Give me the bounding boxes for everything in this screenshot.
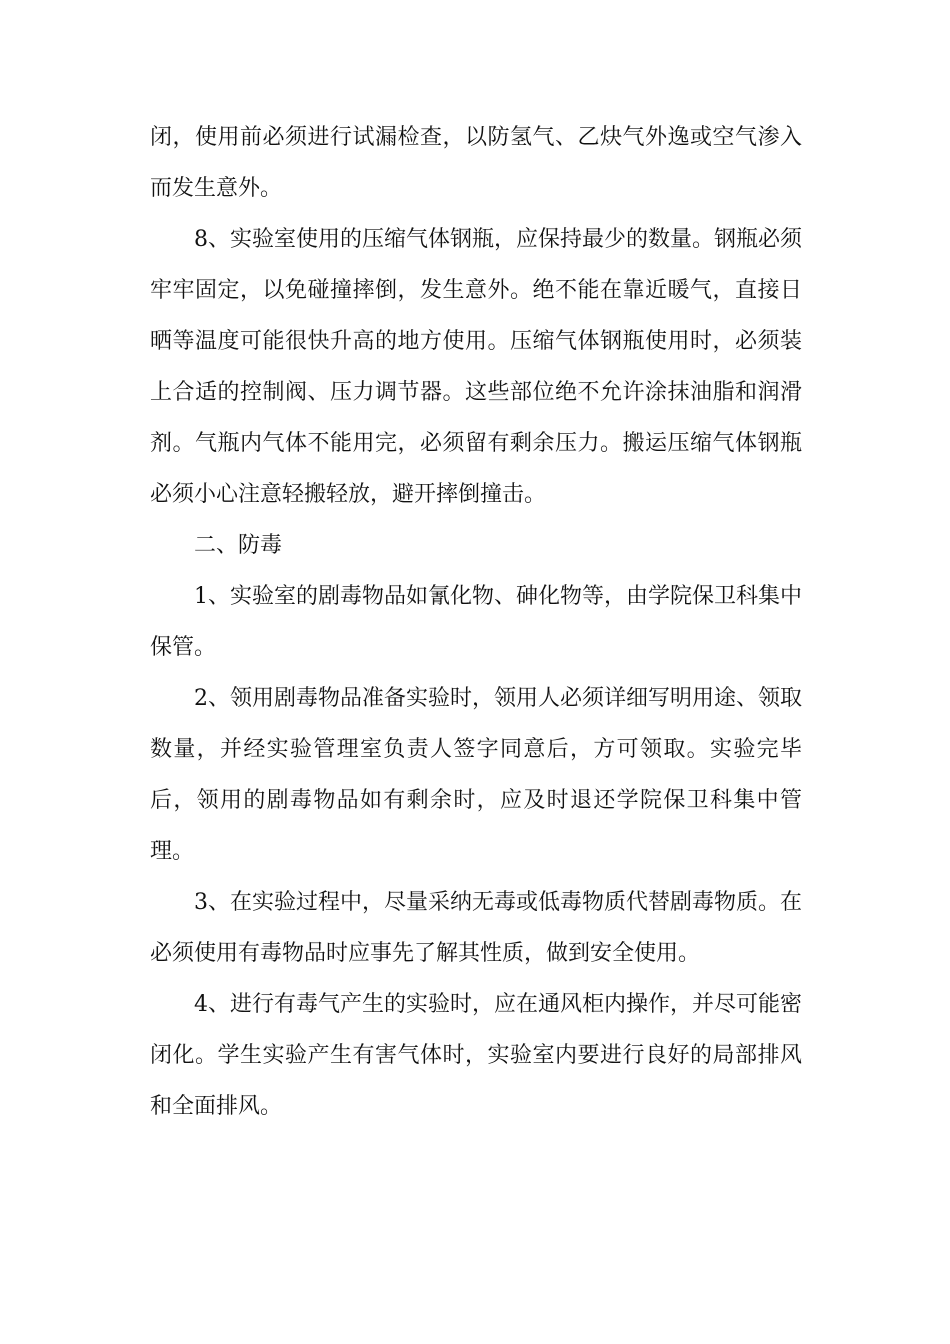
paragraph-item-2: 2、领用剧毒物品准备实验时，领用人必须详细写明用途、领取数量，并经实验管理室负责人签字同意后，方可领取。实验完毕后，领用的剧毒物品如有剩余时，应及时退还学院保卫科集中管理。 [150,686,802,864]
paragraph-item-8: 8、实验室使用的压缩气体钢瓶，应保持最少的数量。钢瓶必须牢牢固定，以免碰撞摔倒，发生意外。绝不能在靠近暖气，直接日晒等温度可能很快升高的地方使用。压缩气体钢瓶使用时，必须装上合适的控制阀、压力调节器。这些部位绝不允许涂抹油脂和润滑剂。气瓶内气体不能用完，必须留有剩余压力。搬运压缩气体钢瓶必须小心注意轻搬轻放，避开摔倒撞击。 [150,227,802,507]
paragraph-item-3: 3、在实验过程中，尽量采纳无毒或低毒物质代替剧毒物质。在必须使用有毒物品时应事先了解其性质，做到安全使用。 [150,890,802,966]
document-body [150,112,802,1132]
section-heading-anti-poison: 二、防毒 [194,533,283,558]
paragraph-item-4: 4、进行有毒气产生的实验时，应在通风柜内操作，并尽可能密闭化。学生实验产生有害气体时，实验室内要进行良好的局部排风和全面排风。 [150,992,802,1119]
paragraph-continuation: 闭，使用前必须进行试漏检查，以防氢气、乙炔气外逸或空气渗入而发生意外。 [150,125,802,201]
paragraph-item-1: 1、实验室的剧毒物品如氰化物、砷化物等，由学院保卫科集中保管。 [150,584,802,660]
